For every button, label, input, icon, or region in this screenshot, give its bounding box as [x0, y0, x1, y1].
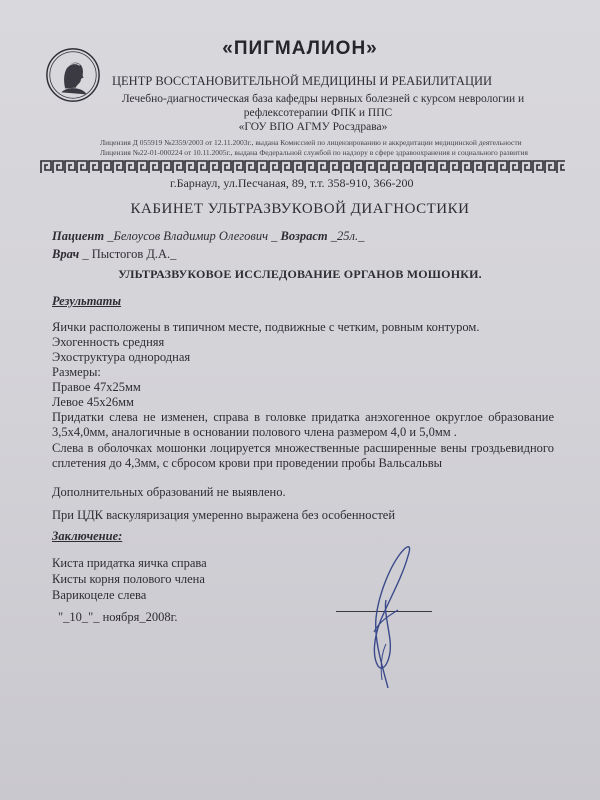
handwritten-signature-icon — [330, 540, 440, 690]
conclusion-line: Кисты корня полового члена — [52, 572, 205, 586]
results-line: 3,5х4,0мм, аналогичные в основании полового члена размером 4,0 и 5,0мм . — [52, 425, 457, 439]
address: г.Барнаул, ул.Песчаная, 89, т.т. 358-910, 366-200 — [170, 176, 414, 190]
license-line-2: Лицензия №22-01-000224 от 10.11.2005г., выдана Федеральной службой по надзору в сфере здравоохранения и социального развития — [100, 148, 528, 157]
license-line-1: Лицензия Д 055919 №2359/2003 от 12.11.2003г., выдана Комиссией по лицензированию и аккредитации медицинской деятельности — [100, 138, 522, 147]
age-value: _25л._ — [330, 229, 365, 243]
study-title: УЛЬТРАЗВУКОВОЕ ИССЛЕДОВАНИЕ ОРГАНОВ МОШОНКИ. — [118, 267, 482, 281]
doctor-label: Врач — [52, 247, 80, 261]
results-line: Придатки слева не изменен, справа в головке придатка анэхогенное округлое образование — [52, 410, 554, 424]
cabinet-title: КАБИНЕТ УЛЬТРАЗВУКОВОЙ ДИАГНОСТИКИ — [130, 201, 470, 217]
doctor-name: _ Пыстогов Д.А._ — [82, 247, 177, 261]
org-name: «ПИГМАЛИОН» — [222, 38, 378, 59]
conclusion-line: Варикоцеле слева — [52, 588, 147, 602]
age-label: Возраст — [280, 229, 328, 243]
results-line: Эхоструктура однородная — [52, 350, 191, 364]
patient-name: _Белоусов Владимир Олегович _ — [107, 229, 278, 243]
conclusion-heading: Заключение: — [52, 529, 123, 543]
results-line: Дополнительных образований не выявлено. — [52, 485, 286, 499]
patient-row — [52, 229, 364, 244]
results-line: Яички расположены в типичном месте, подвижные с четким, ровным контуром. — [52, 320, 480, 334]
results-line: Правое 47х25мм — [52, 380, 141, 394]
base-line-3: «ГОУ ВПО АГМУ Росздрава» — [238, 121, 388, 133]
results-line: Левое 45х26мм — [52, 395, 134, 409]
org-subtitle: ЦЕНТР ВОССТАНОВИТЕЛЬНОЙ МЕДИЦИНЫ И РЕАБИЛИТАЦИИ — [112, 74, 493, 88]
results-line: Эхогенность средняя — [52, 335, 165, 349]
base-line-2: рефлексотерапии ФПК и ППС — [243, 107, 393, 119]
greek-meander-border-icon — [40, 160, 565, 174]
report-date: "_10_"_ ноября_2008г. — [58, 610, 178, 624]
doctor-row — [52, 247, 176, 262]
results-line: При ЦДК васкуляризация умеренно выражена без особенностей — [52, 508, 396, 522]
results-line: сплетения до 4,3мм, с сбросом крови при проведении пробы Вальсальвы — [52, 456, 443, 470]
conclusion-line: Киста придатка яичка справа — [52, 556, 207, 570]
results-line: Слева в оболочках мошонки лоцируется множественные расширенные вены гроздьевидного — [52, 441, 554, 455]
results-heading: Результаты — [52, 294, 122, 308]
patient-label: Пациент — [52, 229, 105, 243]
results-line: Размеры: — [52, 365, 101, 379]
base-line-1: Лечебно-диагностическая база кафедры нервных болезней с курсом неврологии и — [121, 93, 525, 105]
